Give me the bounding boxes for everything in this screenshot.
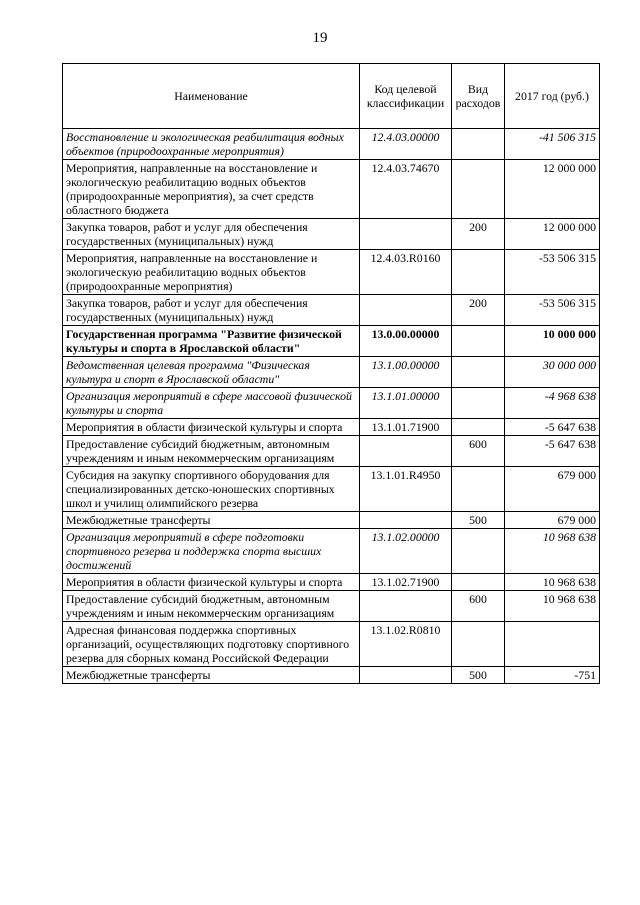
row-expense-type: 500: [452, 512, 505, 529]
table-header-row: [63, 64, 600, 129]
row-name: Государственная программа "Развитие физической культуры и спорта в Ярославской области": [63, 326, 360, 357]
row-sum: 10 968 638: [505, 591, 600, 622]
row-expense-type: [452, 357, 505, 388]
row-expense-type: [452, 160, 505, 219]
row-sum: [505, 622, 600, 667]
row-name: Восстановление и экологическая реабилитация водных объектов (природоохранные мероприятия): [63, 129, 360, 160]
table-row: [63, 219, 600, 250]
row-code: 12.4.03.00000: [360, 129, 452, 160]
row-sum: 12 000 000: [505, 219, 600, 250]
row-sum: 10 968 638: [505, 574, 600, 591]
page-number: 19: [312, 30, 328, 46]
row-name: Адресная финансовая поддержка спортивных организаций, осуществляющих подготовку спортивного резерва для сборных команд Российской Федерации: [63, 622, 360, 667]
table-row: [63, 357, 600, 388]
header-expense-type: Вид расходов: [452, 64, 505, 129]
row-sum: -751: [505, 667, 600, 684]
row-sum: -5 647 638: [505, 436, 600, 467]
row-expense-type: [452, 419, 505, 436]
header-code: Код целевой классификации: [360, 64, 452, 129]
budget-table: [62, 63, 600, 684]
row-expense-type: 600: [452, 436, 505, 467]
table-row: [63, 574, 600, 591]
row-sum: 679 000: [505, 467, 600, 512]
row-expense-type: 200: [452, 219, 505, 250]
table-body: [63, 129, 600, 684]
row-sum: 10 968 638: [505, 529, 600, 574]
row-code: 13.1.02.71900: [360, 574, 452, 591]
row-name: Закупка товаров, работ и услуг для обеспечения государственных (муниципальных) нужд: [63, 219, 360, 250]
row-expense-type: [452, 250, 505, 295]
table-row: [63, 622, 600, 667]
row-code: [360, 591, 452, 622]
row-expense-type: [452, 574, 505, 591]
row-sum: -53 506 315: [505, 295, 600, 326]
row-name: Мероприятия в области физической культуры и спорта: [63, 574, 360, 591]
row-name: Предоставление субсидий бюджетным, автономным учреждениям и иным некоммерческим организациям: [63, 436, 360, 467]
row-expense-type: [452, 388, 505, 419]
table-row: [63, 529, 600, 574]
row-code: [360, 295, 452, 326]
row-code: [360, 436, 452, 467]
header-name: Наименование: [63, 64, 360, 129]
row-name: Организация мероприятий в сфере подготовки спортивного резерва и поддержка спорта высших достижений: [63, 529, 360, 574]
row-expense-type: [452, 529, 505, 574]
row-code: 13.1.01.71900: [360, 419, 452, 436]
row-code: [360, 219, 452, 250]
row-expense-type: 200: [452, 295, 505, 326]
table-row: [63, 295, 600, 326]
header-sum-2017: 2017 год (руб.): [505, 64, 600, 129]
table-row: [63, 129, 600, 160]
table-row: [63, 388, 600, 419]
row-name: Субсидия на закупку спортивного оборудования для специализированных детско-юношеских спортивных школ и училищ олимпийского резерва: [63, 467, 360, 512]
row-sum: -53 506 315: [505, 250, 600, 295]
table-row: [63, 512, 600, 529]
row-code: 13.1.02.00000: [360, 529, 452, 574]
row-sum: 679 000: [505, 512, 600, 529]
row-expense-type: 500: [452, 667, 505, 684]
row-sum: -5 647 638: [505, 419, 600, 436]
row-code: 13.0.00.00000: [360, 326, 452, 357]
row-name: Межбюджетные трансферты: [63, 667, 360, 684]
table-row: [63, 436, 600, 467]
row-expense-type: 600: [452, 591, 505, 622]
row-sum: -4 968 638: [505, 388, 600, 419]
row-sum: 10 000 000: [505, 326, 600, 357]
row-sum: -41 506 315: [505, 129, 600, 160]
row-expense-type: [452, 622, 505, 667]
table-row: [63, 591, 600, 622]
row-name: Мероприятия, направленные на восстановление и экологическую реабилитацию водных объектов (природоохранные мероприятия), за счет средств областного бюджета: [63, 160, 360, 219]
row-name: Ведомственная целевая программа "Физическая культура и спорт в Ярославской области": [63, 357, 360, 388]
row-code: [360, 512, 452, 529]
row-code: 12.4.03.R0160: [360, 250, 452, 295]
row-name: Мероприятия, направленные на восстановление и экологическую реабилитацию водных объектов (природоохранные мероприятия): [63, 250, 360, 295]
row-name: Предоставление субсидий бюджетным, автономным учреждениям и иным некоммерческим организациям: [63, 591, 360, 622]
row-expense-type: [452, 326, 505, 357]
row-code: 12.4.03.74670: [360, 160, 452, 219]
row-code: 13.1.01.R4950: [360, 467, 452, 512]
row-sum: 30 000 000: [505, 357, 600, 388]
row-sum: 12 000 000: [505, 160, 600, 219]
row-code: [360, 667, 452, 684]
row-name: Межбюджетные трансферты: [63, 512, 360, 529]
row-expense-type: [452, 129, 505, 160]
table-row: [63, 326, 600, 357]
row-name: Закупка товаров, работ и услуг для обеспечения государственных (муниципальных) нужд: [63, 295, 360, 326]
table-row: [63, 419, 600, 436]
table-row: [63, 467, 600, 512]
table-row: [63, 160, 600, 219]
row-expense-type: [452, 467, 505, 512]
table-row: [63, 667, 600, 684]
row-code: 13.1.02.R0810: [360, 622, 452, 667]
row-name: Мероприятия в области физической культуры и спорта: [63, 419, 360, 436]
row-code: 13.1.01.00000: [360, 388, 452, 419]
row-code: 13.1.00.00000: [360, 357, 452, 388]
row-name: Организация мероприятий в сфере массовой физической культуры и спорта: [63, 388, 360, 419]
table-row: [63, 250, 600, 295]
